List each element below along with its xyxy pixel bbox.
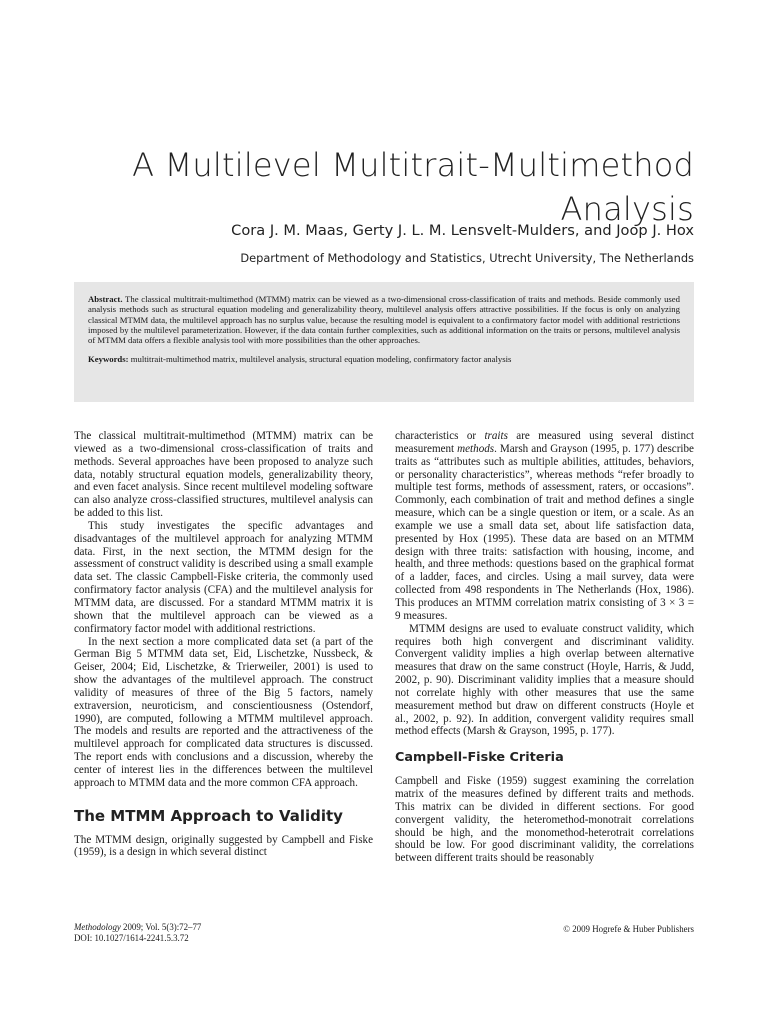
abstract-text: The classical multitrait-multimethod (MTMM) matrix can be viewed as a two-dimensional cross-classification of traits and methods. Beside commonly used analysis methods such as structural equation modeling and generalizability theory, multilevel analysis offers attractive possibilities. If the focus is only on analyzing classical MTMM data, the multilevel approach has no surplus value, because the resulting model is equivalent to a confirmatory factor model with additional restrictions imposed by the multilevel parameterization. However, if the data contain further complexities, such as additional information on the traits or persons, multilevel analysis of MTMM data offers a flexible analysis tool with more possibilities than the other approaches. xyxy=(88,294,680,346)
volume-info: 2009; Vol. 5(3):72–77 xyxy=(120,922,202,932)
journal-name: Methodology xyxy=(74,922,121,932)
author-list: Cora J. M. Maas, Gerty J. L. M. Lensvelt-Mulders, and Joop J. Hox xyxy=(231,222,694,239)
italic-term: traits xyxy=(484,430,508,442)
paragraph xyxy=(395,430,694,623)
paper-title: A Multilevel Multitrait-Multimethod Analysis xyxy=(132,146,694,229)
footer-citation xyxy=(74,922,201,944)
text-run: characteristics or xyxy=(395,430,485,442)
section-heading: The MTMM Approach to Validity xyxy=(74,806,343,825)
copyright: © 2009 Hogrefe & Huber Publishers xyxy=(563,924,694,934)
paragraph: The classical multitrait-multimethod (MTMM) matrix can be viewed as a two-dimensional cross-classification of traits and methods. Several approaches have been proposed to analyze such data, notably structural equation models, generalizability theory, and even facet analysis. Since recent multilevel modeling software can also analyze cross-classified structures, multilevel analysis can be added to this list. xyxy=(74,430,373,520)
paragraph: MTMM designs are used to evaluate construct validity, which requires both high convergent and discriminant validity. Convergent validity implies a high overlap between alternative measures that draw on the same construct (Hoyle, Harris, & Judd, 2002, p. 90). Discriminant validity implies that a measure should not correlate highly with other measures that use the same measurement method but draw on different constructs (Hoyle et al., 2002, p. 92). In addition, convergent validity requires small method effects (Marsh & Grayson, 1995, p. 177). xyxy=(395,622,694,738)
doi: DOI: 10.1027/1614-2241.5.3.72 xyxy=(74,933,189,943)
text-run: . Marsh and Grayson (1995, p. 177) describe traits as “attributes such as multiple abilities, attitudes, behaviors, or personality characteristics”, whereas methods “refer broadly to multiple test forms, methods of assessment, raters, or occasions”. Commonly, each combination of trait and method defines a single measure, which can be a single question or item, or a scale. As an example we use a small data set, about life satisfaction data, presented by Hox (1995). These data are based on an MTMM design with three traits: satisfaction with housing, income, and health, and three methods: questions based on the graphical format of a ladder, faces, and circles. Using a mail survey, data were collected from 498 respondents in The Netherlands (Hox, 1986). This produces an MTMM correlation matrix consisting of 3 × 3 = 9 measures. xyxy=(395,442,694,622)
body-columns xyxy=(74,430,694,918)
paragraph: This study investigates the specific advantages and disadvantages of the multilevel approach for analyzing MTMM data. First, in the next section, the MTMM design for the assessment of construct validity is described using a small example data set. The classic Campbell-Fiske criteria, the commonly used confirmatory factor analysis (CFA) and the multilevel analysis for MTMM data, are discussed. For a standard MTMM matrix it is shown that the multilevel approach can be viewed as a confirmatory factor model with additional restrictions. xyxy=(74,519,373,635)
left-column xyxy=(74,430,373,918)
abstract-label: Abstract. xyxy=(88,294,123,304)
paragraph: Campbell and Fiske (1959) suggest examining the correlation matrix of the measures defined by different traits and methods. This matrix can be divided in different sections. For good convergent validity, the heteromethod-monotrait correlations should be high, and the monomethod-heterotrait correlations should be low. For good discriminant validity, the correlations between different traits should be reasonably xyxy=(395,775,694,865)
keywords xyxy=(88,354,680,364)
paragraph: In the next section a more complicated data set (a part of the German Big 5 MTMM data set, Eid, Lischetzke, Nussbeck, & Geiser, 2004; Eid, Lischetzke, & Trierweiler, 2001) is used to show the advantages of the multilevel approach. The construct validity of measures of three of the Big 5 factors, namely extraversion, neuroticism, and conscientiousness (Ostendorf, 1990), are computed, following a MTMM multilevel approach. The models and results are reported and the attractiveness of the multilevel approach for complicated data structures is discussed. The report ends with conclusions and a discussion, whereby the center of interest lies in the differences between the multilevel approach to MTMM data and the more common CFA approach. xyxy=(74,635,373,789)
affiliation: Department of Methodology and Statistics, Utrecht University, The Netherlands xyxy=(240,251,694,265)
abstract xyxy=(88,294,680,345)
page-footer xyxy=(74,922,694,950)
text-run: are measured using several distinct measurement xyxy=(395,430,694,455)
italic-term: methods xyxy=(457,442,495,455)
subsection-heading: Campbell-Fiske Criteria xyxy=(395,750,564,766)
paragraph: The MTMM design, originally suggested by Campbell and Fiske (1959), is a design in which several distinct xyxy=(74,833,373,859)
right-column xyxy=(395,430,694,918)
abstract-box xyxy=(74,282,694,402)
keywords-label: Keywords: xyxy=(88,354,129,365)
keywords-text: multitrait-multimethod matrix, multilevel analysis, structural equation modeling, confirmatory factor analysis xyxy=(130,354,512,365)
